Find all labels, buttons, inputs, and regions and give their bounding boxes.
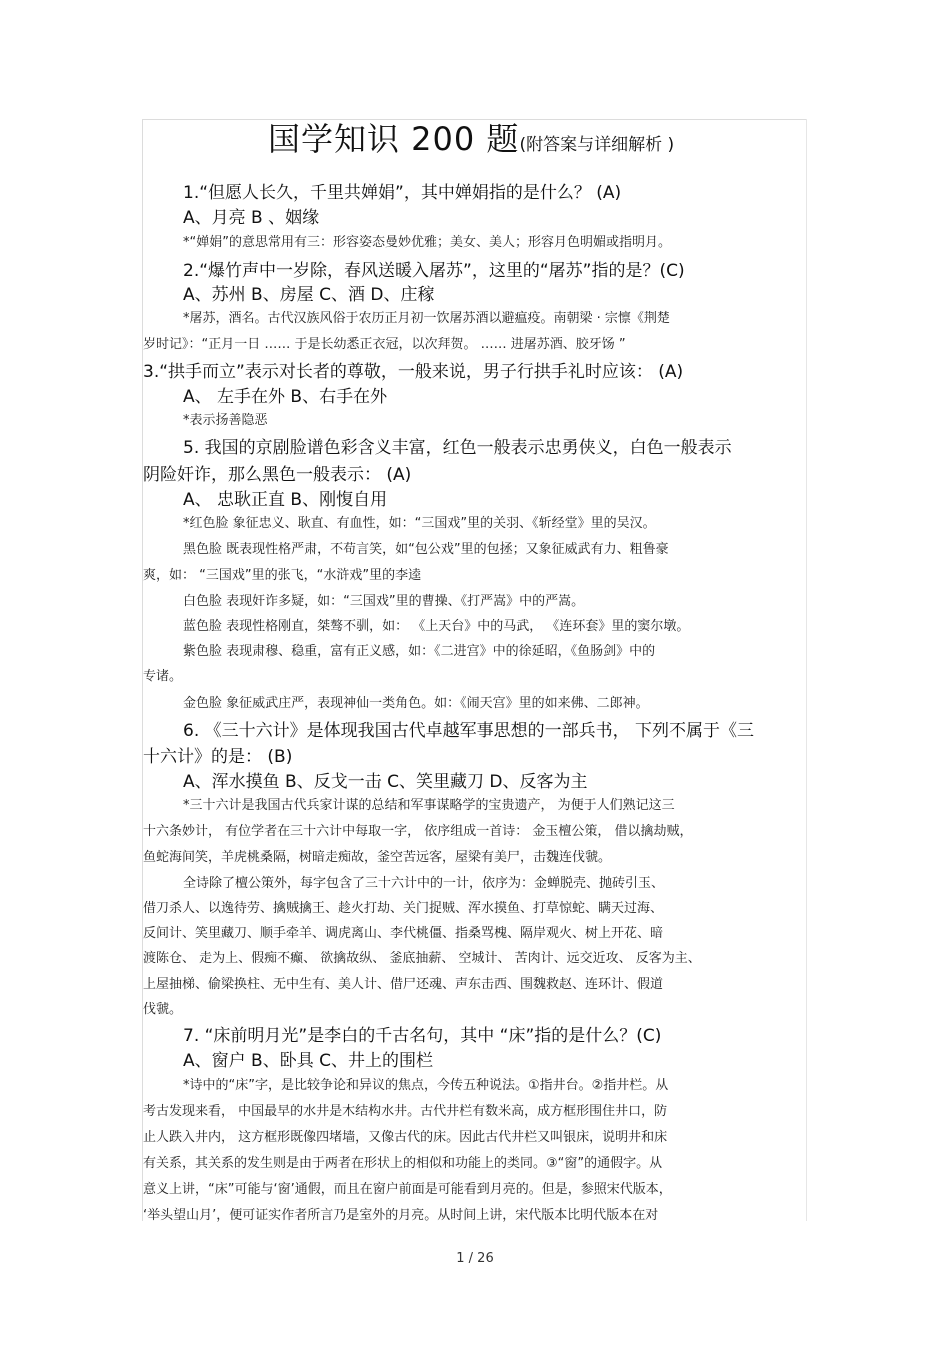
question-5-note-line: 爽，如： “三国戏”里的张飞，“水浒戏”里的李逵 — [143, 568, 422, 583]
question-5-note-line: 金色脸 象征威武庄严，表现神仙一类角色。如：《闹天宫》里的如来佛、二郎神。 — [183, 696, 649, 711]
question-3-note: *表示扬善隐恶 — [183, 413, 268, 428]
question-6-note-line: 反间计、笑里藏刀、顺手牵羊、调虎离山、李代桃僵、指桑骂槐、隔岸观火、树上开花、暗 — [143, 926, 664, 941]
question-2-options: A、苏州 B、房屋 C、酒 D、庄稼 — [183, 285, 435, 305]
question-5-note-line: 紫色脸 表现肃穆、稳重，富有正义感，如：《二进宫》中的徐延昭，《鱼肠剑》中的 — [183, 644, 656, 659]
question-6: 6. 《三十六计》是体现我国古代卓越军事思想的一部兵书， 下列不属于《三 — [183, 721, 755, 741]
question-6-note-line: 伐虢。 — [143, 1002, 183, 1017]
question-1-options: A、月亮 B 、姻缘 — [183, 208, 320, 228]
page-frame-right — [806, 119, 807, 1221]
question-1: 1.“但愿人长久，千里共婵娟”，其中婵娟指的是什么？ (A) — [183, 183, 622, 203]
question-2-note-line: 岁时记》：“正月一日 …… 于是长幼悉正衣冠，以次拜贺。 …… 进屠苏酒、胶牙饧 ” — [143, 337, 626, 352]
page-number: 1 / 26 — [456, 1251, 494, 1266]
question-6-note-line: 上屋抽梯、偷梁换柱、无中生有、美人计、借尸还魂、声东击西、围魏救赵、连环计、假道 — [143, 977, 664, 992]
question-5-note-line: 蓝色脸 表现性格刚直，桀骜不驯，如： 《上天台》中的马武， 《连环套》里的窦尔墩。 — [183, 619, 690, 634]
question-6-note-line: 全诗除了檀公策外，每字包含了三十六计中的一计，依序为：金蝉脱壳、抛砖引玉、 — [183, 876, 665, 891]
question-3: 3.“拱手而立”表示对长者的尊敬，一般来说，男子行拱手礼时应该： (A) — [143, 362, 684, 382]
question-3-options: A、 左手在外 B、右手在外 — [183, 387, 388, 407]
question-7-note-line: *诗中的“床”字，是比较争论和异议的焦点，今传五种说法。①指井台。②指井栏。从 — [183, 1078, 669, 1093]
question-2: 2.“爆竹声中一岁除，春风送暖入屠苏”，这里的“屠苏”指的是？(C) — [183, 261, 685, 281]
question-5-cont: 阴险奸诈，那么黑色一般表示： (A) — [143, 465, 412, 485]
question-7-note-line: 意义上讲，“床”可能与‘窗’通假，而且在窗户前面是可能看到月亮的。但是，参照宋代版本， — [143, 1182, 672, 1197]
question-5-note-line: 黑色脸 既表现性格严肃，不苟言笑，如“包公戏”里的包拯；又象征威武有力、粗鲁豪 — [183, 542, 669, 557]
question-6-note-line: *三十六计是我国古代兵家计谋的总结和军事谋略学的宝贵遗产， 为便于人们熟记这三 — [183, 798, 675, 813]
question-7-options: A、窗户 B、卧具 C、井上的围栏 — [183, 1051, 433, 1071]
question-7-note-line: 止人跌入井内， 这方框形既像四堵墙，又像古代的床。因此古代井栏又叫银床，说明井和床 — [143, 1130, 668, 1145]
document-title — [268, 114, 674, 160]
question-6-note-line: 借刀杀人、以逸待劳、擒贼擒王、趁火打劫、关门捉贼、浑水摸鱼、打草惊蛇、瞒天过海、 — [143, 901, 664, 916]
question-5: 5. 我国的京剧脸谱色彩含义丰富，红色一般表示忠勇侠义，白色一般表示 — [183, 438, 732, 458]
title-main: 国学知识 200 题 — [268, 120, 520, 158]
question-1-note: *“婵娟”的意思常用有三：形容姿态曼妙优雅；美女、美人；形容月色明媚或指明月。 — [183, 235, 671, 250]
question-6-note-line: 十六条妙计， 有位学者在三十六计中每取一字， 依序组成一首诗： 金玉檀公策， 借以擒劫贼， — [143, 824, 693, 839]
title-subtitle: (附答案与详细解析 ) — [519, 135, 675, 155]
question-6-cont: 十六计》的是： (B) — [143, 747, 293, 767]
question-6-note-line: 渡陈仓、 走为上、假痴不癫、 欲擒故纵、 釜底抽薪、 空城计、 苦肉计、远交近攻、 反客为主、 — [143, 951, 701, 966]
question-5-note-line: 专诸。 — [143, 669, 183, 684]
question-5-note-line: *红色脸 象征忠义、耿直、有血性，如：“三国戏”里的关羽、《斩经堂》里的吴汉。 — [183, 516, 656, 531]
question-6-options: A、浑水摸鱼 B、反戈一击 C、笑里藏刀 D、反客为主 — [183, 772, 588, 792]
question-5-note-line: 白色脸 表现奸诈多疑，如：“三国戏”里的曹操、《打严嵩》中的严嵩。 — [183, 594, 585, 609]
question-2-note-line: *屠苏，酒名。古代汉族风俗于农历正月初一饮屠苏酒以避瘟疫。南朝梁 · 宗懔《荆楚 — [183, 311, 670, 326]
question-7-note-line: 考古发现来看， 中国最早的水井是木结构水井。古代井栏有数米高，成方框形围住井口，防 — [143, 1104, 668, 1119]
question-7-note-line: 有关系，其关系的发生则是由于两者在形状上的相似和功能上的类同。③“窗”的通假字。从 — [143, 1156, 663, 1171]
question-7-note-line: ‘举头望山月’，便可证实作者所言乃是室外的月亮。从时间上讲，宋代版本比明代版本在对 — [143, 1208, 659, 1223]
question-7: 7. “床前明月光”是李白的千古名句，其中 “床”指的是什么？(C) — [183, 1026, 662, 1046]
question-5-options: A、 忠耿正直 B、刚愎自用 — [183, 490, 388, 510]
question-6-note-line: 鱼蛇海间笑，羊虎桃桑隔，树暗走痴故，釜空苦远客，屋梁有美尸，击魏连伐虢。 — [143, 850, 612, 865]
